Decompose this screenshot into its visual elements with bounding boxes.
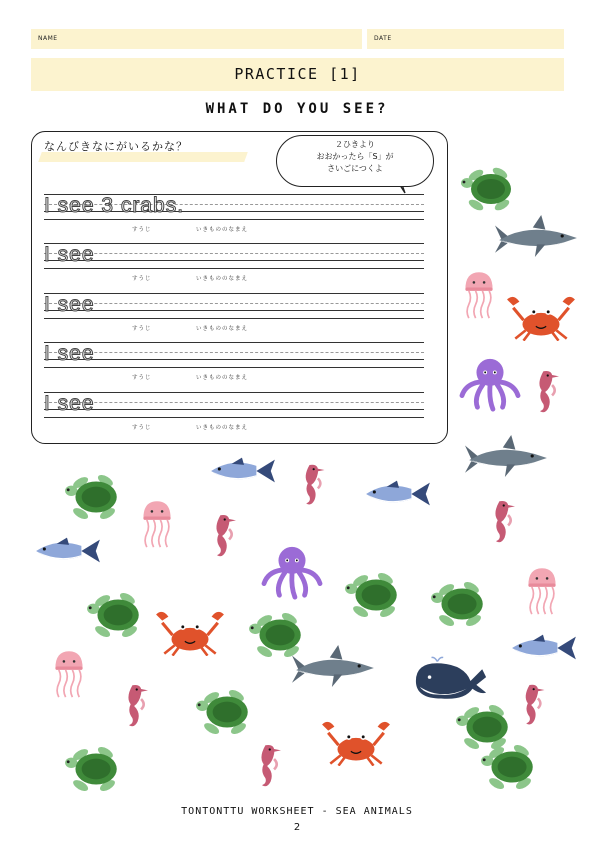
- name-label: NAME: [38, 35, 58, 42]
- animal-name-label: いきもののなまえ: [196, 425, 249, 431]
- crab-icon: [505, 293, 577, 341]
- number-label: すうじ: [132, 276, 152, 282]
- animal-name-label: いきもののなまえ: [196, 326, 249, 332]
- shark-icon: [495, 210, 579, 264]
- animal-name-label: いきもののなまえ: [196, 276, 249, 282]
- practice-line-1[interactable]: [44, 191, 424, 233]
- seahorse-icon: [253, 740, 283, 792]
- octopus-icon: [456, 355, 524, 413]
- practice-line-2[interactable]: [44, 240, 424, 282]
- seahorse-icon: [488, 496, 516, 548]
- number-label: すうじ: [132, 425, 152, 431]
- date-field[interactable]: [367, 29, 564, 49]
- trace-text: I see: [44, 293, 95, 316]
- seahorse-icon: [298, 460, 326, 510]
- fish-icon: [32, 535, 104, 567]
- turtle-icon: [193, 685, 255, 739]
- animal-name-label: いきもののなまえ: [196, 227, 249, 233]
- trace-text: I see: [44, 392, 95, 415]
- hint-line-2: おおかったら「S」が: [316, 152, 394, 161]
- hint-bubble: [276, 135, 434, 187]
- page-subtitle: WHAT DO YOU SEE?: [205, 101, 389, 117]
- page-number: 2: [293, 822, 301, 833]
- date-label: DATE: [374, 35, 392, 42]
- whale-icon: [412, 655, 490, 705]
- seahorse-icon: [208, 510, 238, 562]
- turtle-icon: [62, 470, 124, 524]
- shark-icon: [292, 640, 376, 694]
- trace-text: I see: [44, 243, 95, 266]
- seahorse-icon: [532, 366, 560, 418]
- turtle-icon: [342, 568, 404, 622]
- hint-line-3: さいごにつくよ: [327, 164, 383, 173]
- page-title: PRACTICE [1]: [31, 58, 564, 91]
- animal-name-label: いきもののなまえ: [196, 375, 249, 381]
- turtle-icon: [62, 742, 124, 796]
- hint-line-1: ２ひきより: [335, 140, 375, 149]
- crab-icon: [320, 718, 392, 766]
- turtle-icon: [428, 577, 490, 631]
- jellyfish-icon: [52, 645, 86, 705]
- turtle-icon: [478, 740, 540, 794]
- fish-icon: [207, 455, 279, 487]
- question-label: なんびきなにがいるかな？: [44, 140, 188, 153]
- jellyfish-icon: [462, 266, 496, 326]
- seahorse-icon: [120, 680, 150, 732]
- trace-text: I see: [44, 342, 95, 365]
- turtle-icon: [84, 588, 146, 642]
- fish-icon: [362, 478, 434, 510]
- number-label: すうじ: [132, 227, 152, 233]
- crab-icon: [154, 608, 226, 656]
- octopus-icon: [258, 543, 326, 601]
- footer-text: TONTONTTU WORKSHEET - SEA ANIMALS: [181, 806, 413, 817]
- trace-text: I see 3 crabs.: [44, 194, 185, 217]
- seahorse-icon: [518, 680, 546, 730]
- number-label: すうじ: [132, 375, 152, 381]
- jellyfish-icon: [525, 562, 559, 622]
- jellyfish-icon: [140, 495, 174, 555]
- turtle-icon: [458, 163, 518, 215]
- shark-icon: [465, 430, 549, 484]
- number-label: すうじ: [132, 326, 152, 332]
- practice-line-3[interactable]: [44, 290, 424, 332]
- fish-icon: [508, 632, 580, 664]
- name-field[interactable]: [31, 29, 362, 49]
- practice-line-5[interactable]: [44, 389, 424, 431]
- practice-line-4[interactable]: [44, 339, 424, 381]
